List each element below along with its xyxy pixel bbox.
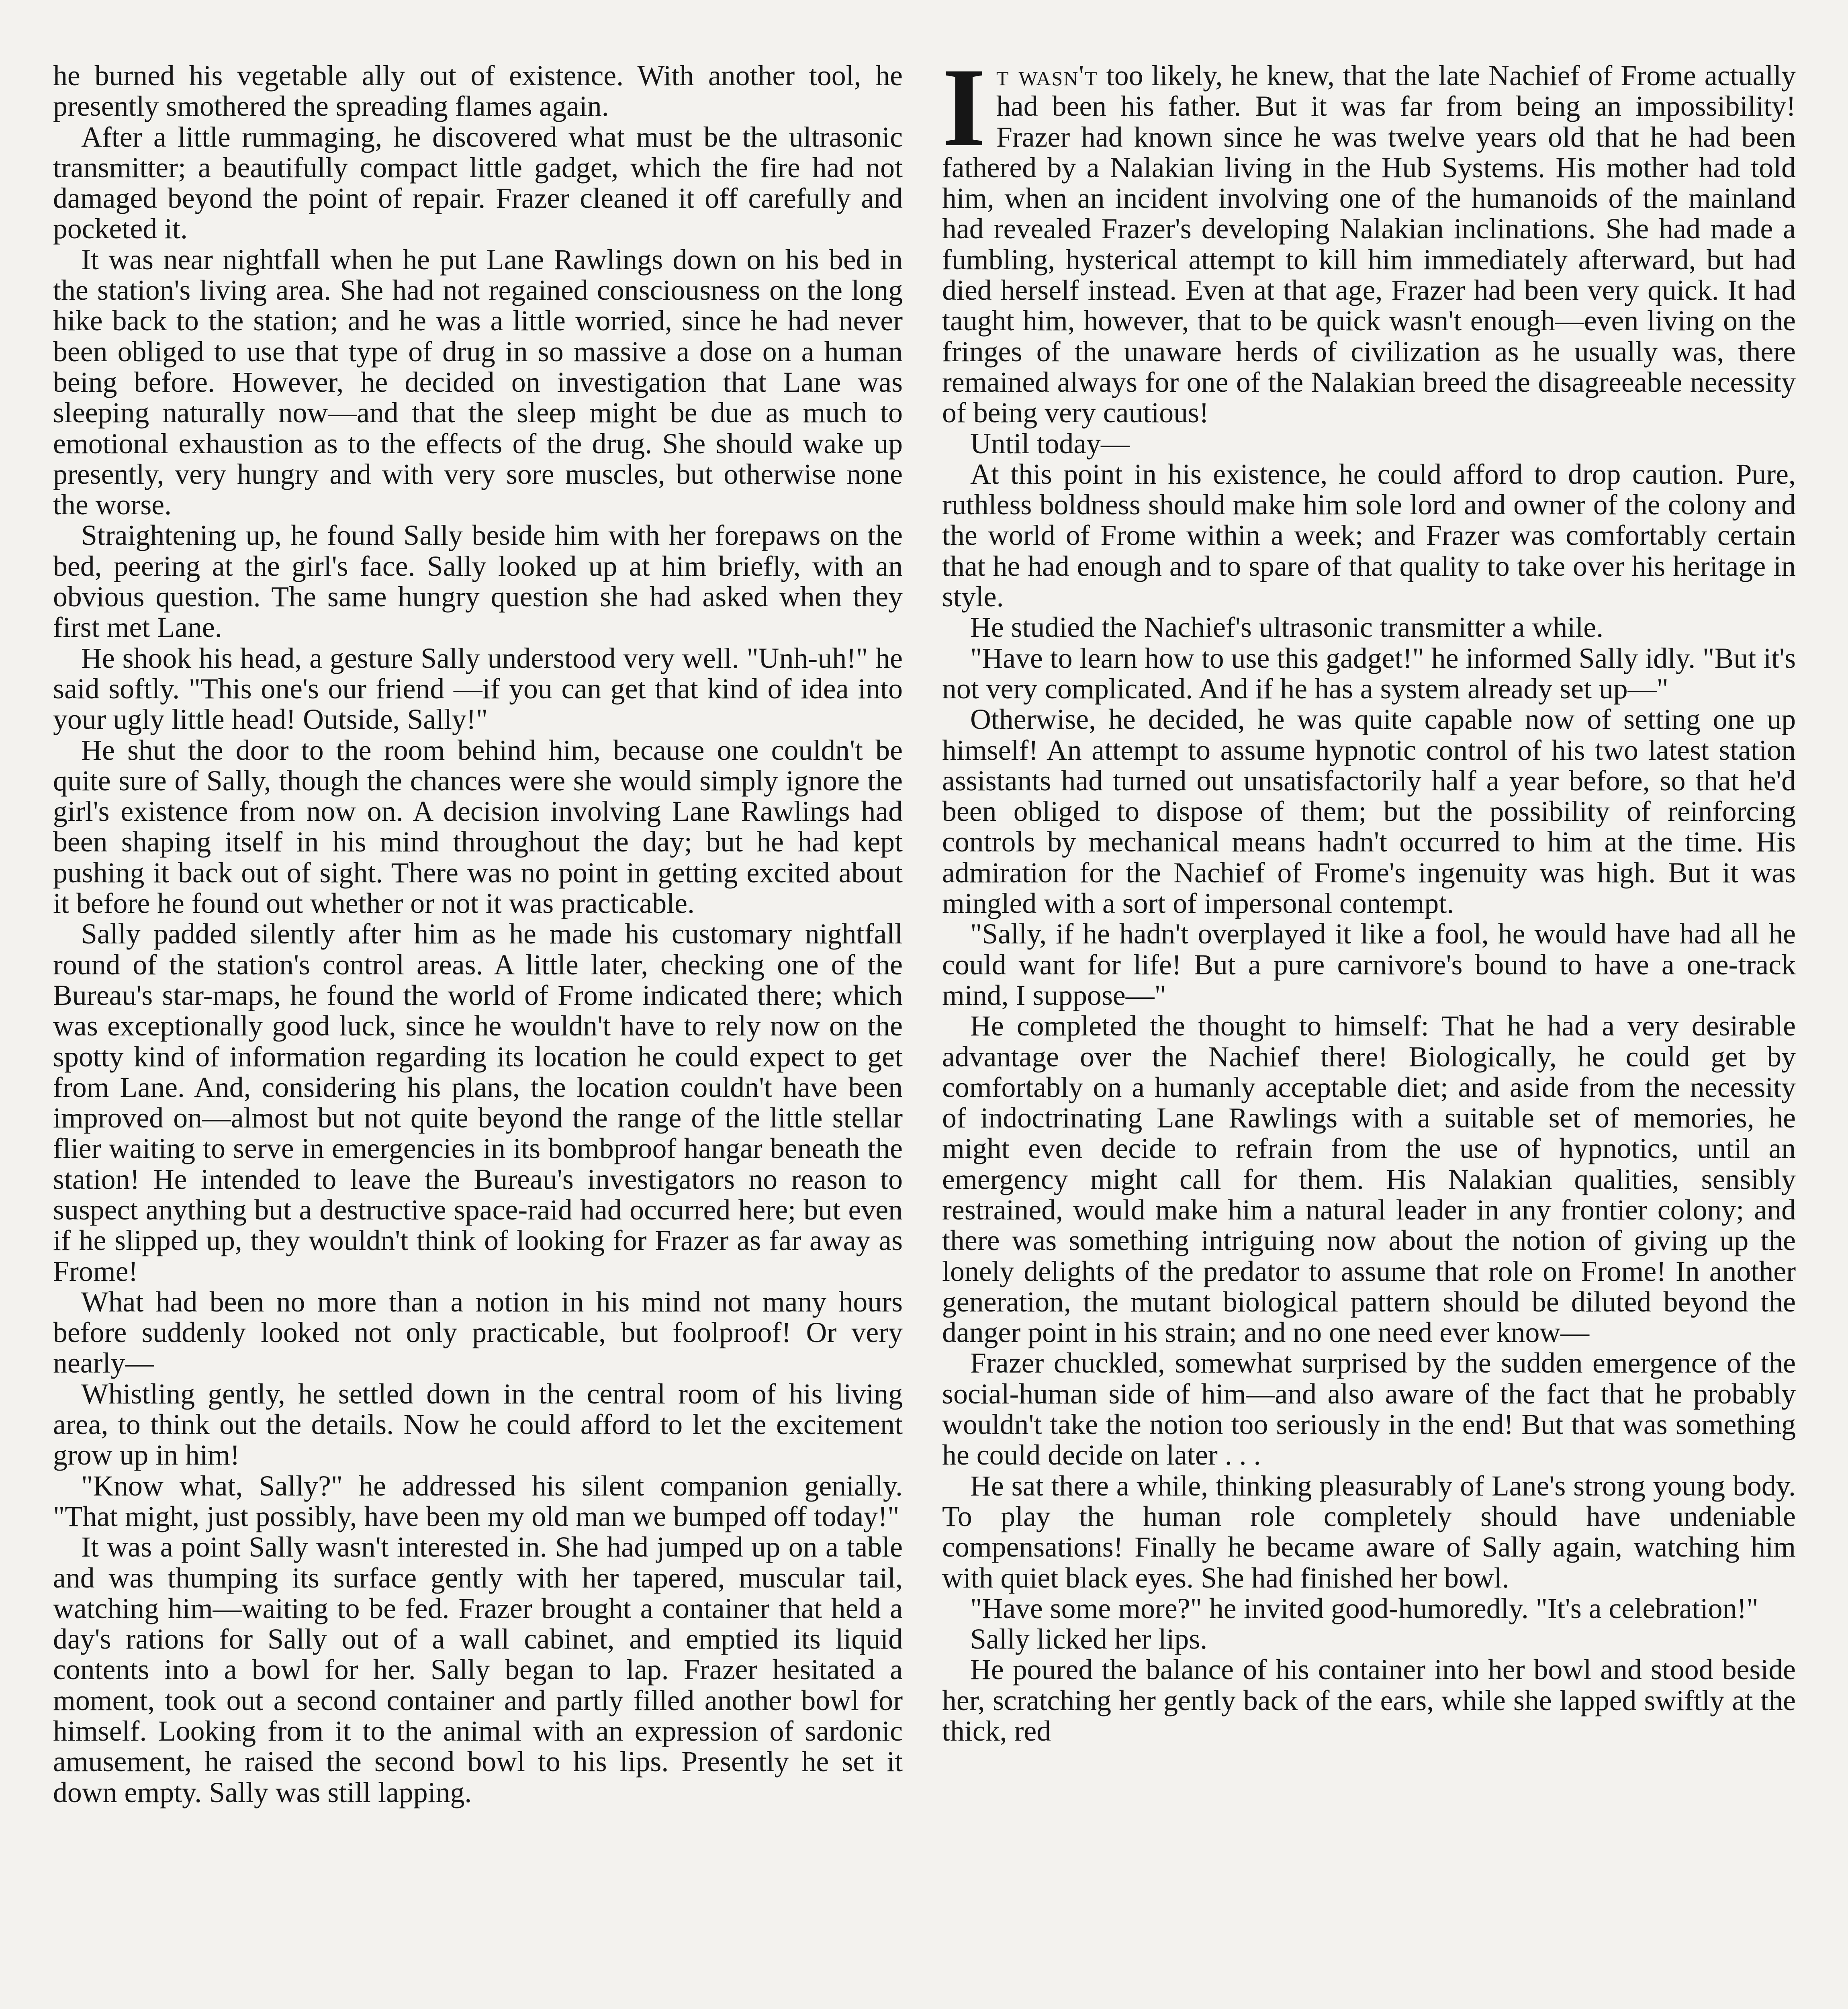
- paragraph: It was a point Sally wasn't interested in. She had jumped up on a table and was thumping its surface gently with her tapered, muscular tail, watching him—waiting to be fed. Frazer brought a container that held a day's rations for Sally out of a wall cabinet, and emptied its liquid contents into a bowl for her. Sally began to lap. Frazer hesitated a moment, took out a second container and partly filled another bowl for himself. Looking from it to the animal with an expression of sardonic amusement, he raised the second bowl to his lips. Presently he set it down empty. Sally was still lapping.: [53, 1531, 903, 1809]
- paragraph: He sat there a while, thinking pleasurably of Lane's strong young body. To play the human role completely should have undeniable compensations! Finally he became aware of Sally again, watching him with quiet black eyes. She had finished her bowl.: [942, 1469, 1796, 1594]
- right-text-column: [942, 45, 1796, 1747]
- paragraph: he burned his vegetable ally out of existence. With another tool, he presently smothered the spreading flames again.: [53, 59, 903, 123]
- paragraph: Straightening up, he found Sally beside him with her forepaws on the bed, peering at the girl's face. Sally looked up at him briefly, with an obvious question. The same hungry question she had asked when they first met Lane.: [53, 519, 903, 644]
- paragraph: Frazer chuckled, somewhat surprised by the sudden emergence of the social-human side of him—and also aware of the fact that he probably wouldn't take the notion too seriously in the end! But that was something he could decide on later . . .: [942, 1347, 1796, 1471]
- paragraph: Until today—: [970, 427, 1130, 460]
- small-caps-lead: t wasn't: [996, 59, 1098, 92]
- paragraph: Whistling gently, he settled down in the central room of his living area, to think out the details. Now he could afford to let the excitement grow up in him!: [53, 1377, 903, 1471]
- section-opening-paragraph: [942, 45, 1796, 429]
- paragraph: "Sally, if he hadn't overplayed it like a fool, he would have had all he could want for life! But a pure carnivore's bound to have a one-track mind, I suppose—": [942, 918, 1796, 1011]
- paragraph: He shut the door to the room behind him, because one couldn't be quite sure of Sally, though the chances were she would simply ignore the girl's existence from now on. A decision involving Lane Rawlings had been shaping itself in his mind throughout the day; but he had kept pushing it back out of sight. There was no point in getting excited about it before he found out whether or not it was practicable.: [53, 734, 903, 920]
- left-text-column: [53, 60, 903, 1808]
- drop-cap-letter: I: [942, 45, 986, 170]
- paragraph: What had been no more than a notion in his mind not many hours before suddenly looked not only practicable, but foolproof! Or very nearly—: [53, 1285, 903, 1379]
- paragraph: After a little rummaging, he discovered what must be the ultrasonic transmitter; a beautifully compact little gadget, which the fire had not damaged beyond the point of repair. Frazer cleaned it off carefully and pocketed it.: [53, 121, 903, 245]
- paragraph: "Have some more?" he invited good-humoredly. "It's a celebration!": [970, 1592, 1758, 1624]
- paragraph: He shook his head, a gesture Sally understood very well. "Unh-uh!" he said softly. "This one's our friend —if you can get that kind of idea into your ugly little head! Outside, Sally!": [53, 642, 903, 736]
- paragraph: He studied the Nachief's ultrasonic transmitter a while.: [970, 611, 1604, 644]
- paragraph: Sally licked her lips.: [970, 1623, 1208, 1655]
- paragraph: Otherwise, he decided, he was quite capable now of setting one up himself! An attempt to assume hypnotic control of his two latest station assistants had turned out unsatisfactorily half a year before, so that he'd been obliged to dispose of them; but the possibility of reinforcing controls by mechanical means hadn't occurred to him at the time. His admiration for the Nachief of Frome's ingenuity was high. But it was mingled with a sort of impersonal contempt.: [942, 703, 1796, 920]
- paragraph: "Know what, Sally?" he addressed his silent companion genially. "That might, just possibly, have been my old man we bumped off today!": [53, 1469, 903, 1532]
- paragraph: "Have to learn how to use this gadget!" he informed Sally idly. "But it's not very complicated. And if he has a system already set up—": [942, 642, 1796, 705]
- paragraph: It was near nightfall when he put Lane Rawlings down on his bed in the station's living area. She had not regained consciousness on the long hike back to the station; and he was a little worried, since he had never been obliged to use that type of drug in so massive a dose on a human being before. However, he decided on investigation that Lane was sleeping naturally now—and that the sleep might be due as much to emotional exhaustion as to the effects of the drug. She should wake up presently, very hungry and with very sore muscles, but otherwise none the worse.: [53, 243, 903, 521]
- paragraph: At this point in his existence, he could afford to drop caution. Pure, ruthless boldness should make him sole lord and owner of the colony and the world of Frome within a week; and Frazer was comfortably certain that he had enough and to spare of that quality to take over his heritage in style.: [942, 458, 1796, 613]
- paragraph: He poured the balance of his container into her bowl and stood beside her, scratching her gently back of the ears, while she lapped swiftly at the thick, red: [942, 1653, 1796, 1747]
- opening-text: too likely, he knew, that the late Nachief of Frome actually had been his father. But it was far from being an impossibility! Frazer had known since he was twelve years old that he had been fathered by a Nalakian living in the Hub Systems. His mother had told him, when an incident involving one of the humanoids of the mainland had revealed Frazer's developing Nalakian inclinations. She had made a fumbling, hysterical attempt to kill him immediately afterward, but had died herself instead. Even at that age, Frazer had been very quick. It had taught him, however, that to be quick wasn't enough—even living on the fringes of the unaware herds of civilization as he usually was, there remained always for one of the Nalakian breed the disagreeable necessity of being very cautious!: [942, 59, 1796, 429]
- paragraph: He completed the thought to himself: That he had a very desirable advantage over the Nachief there! Biologically, he could get by comfortably on a humanly acceptable diet; and aside from the necessity of indoctrinating Lane Rawlings with a suitable set of memories, he might even decide to refrain from the use of hypnotics, until an emergency might call for them. His Nalakian qualities, sensibly restrained, would make him a natural leader in any frontier colony; and there was something intriguing now about the notion of giving up the lonely delights of the predator to assume that role on Frome! In another generation, the mutant biological pattern should be diluted beyond the danger point in his strain; and no one need ever know—: [942, 1010, 1796, 1349]
- paragraph: Sally padded silently after him as he made his customary nightfall round of the station's control areas. A little later, checking one of the Bureau's star-maps, he found the world of Frome indicated there; which was exceptionally good luck, since he wouldn't have to rely now on the spotty kind of information regarding its location he could expect to get from Lane. And, considering his plans, the location couldn't have been improved on—almost but not quite beyond the range of the little stellar flier waiting to serve in emergencies in its bombproof hangar beneath the station! He intended to leave the Bureau's investigators no reason to suspect anything but a destructive space-raid had occurred here; but even if he slipped up, they wouldn't think of looking for Frazer as far away as Frome!: [53, 918, 903, 1287]
